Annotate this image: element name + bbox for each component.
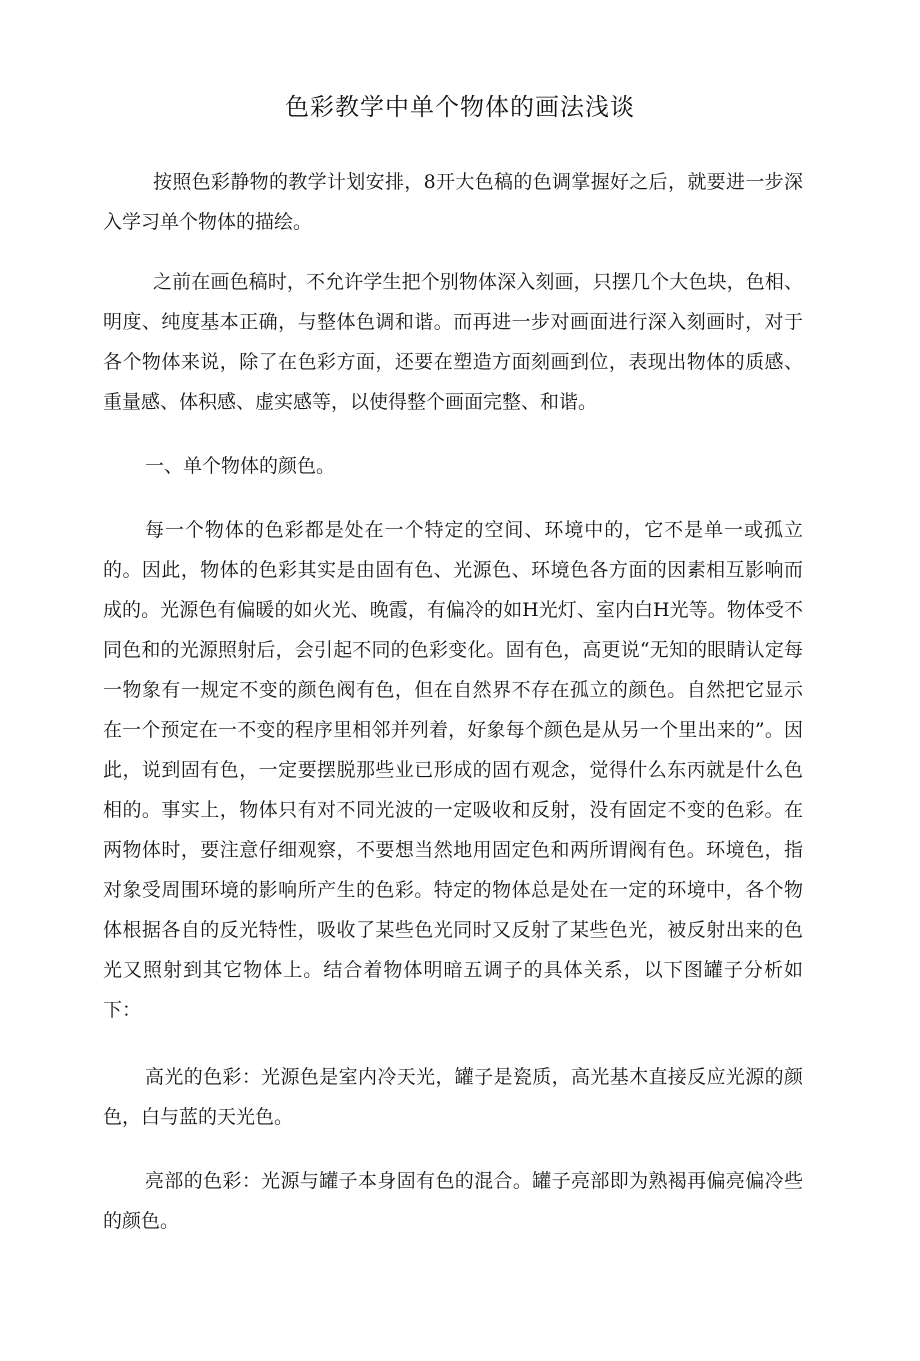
paragraph-object-color-analysis: 每一个物体的色彩都是处在一个特定的空间、环境中的，它不是单一或孤立的。因此，物体的色彩其实是由固有色、光源色、环境色各方面的因素相互影响而成的。光源色有偏暖的如火光、晚霞，有偏冷的如H光灯、室内白H光等。物体受不同色和的光源照射后，会引起不同的色彩变化。固有色，高更说“无知的眼睛认定每一物象有一规定不变的颜色阀有色，但在自然界不存在孤立的颜色。自然把它显示在一个预定在一不变的程序里相邻并列着，好象每个颜色是从另一个里出来的”。因此，说到固有色，一定要摆脱那些业已形成的固冇观念，觉得什么东丙就是什么色相的。事实上，物体只有对不同光波的一定吸收和反射，没有固定不变的色彩。在两物体时，要注意仔细观察，不要想当然地用固定色和两所谓阀有色。环境色，指对象受周围环境的影响所产生的色彩。特定的物体总是处在一定的环境中，各个物体根据各自的反光特性，吸收了某些色光同时又反射了某些色光，被反射出来的色光又照射到其它物体上。结合着物体明暗五调子的具体关系，以下图罐子分析如下： xyxy=(103,519,803,1021)
document-title: 色彩教学中单个物体的画法浅谈 xyxy=(285,93,635,121)
section-heading-single-object-color: 一、单个物体的颜色。 xyxy=(145,455,336,477)
paragraph-intro: 按照色彩静物的教学计划安排，8开大色稿的色调掌握好之后，就要进一步深入学习单个物体的描绘。 xyxy=(103,171,803,233)
paragraph-bright-part-color: 亮部的色彩：光源与罐子本身固有色的混合。罐子亮部即为熟褐再偏亮偏冷些的颜色。 xyxy=(103,1170,803,1232)
paragraph-color-draft: 之前在画色稿时，不允许学生把个别物体深入刻画，只摆几个大色块，色相、明度、纯度基本正确，与整体色调和谐。而再进一步对画面进行深入刻画时，对于各个物体来说，除了在色彩方面，还要在塑造方面刻画到位，表现出物体的质感、重量感、体积感、虚实感等，以使得整个画面完整、和谐。 xyxy=(103,271,803,413)
paragraph-highlight-color: 高光的色彩：光源色是室内冷天光，罐子是瓷质，高光基木直接反应光源的颜色，白与蓝的天光色。 xyxy=(103,1066,803,1128)
